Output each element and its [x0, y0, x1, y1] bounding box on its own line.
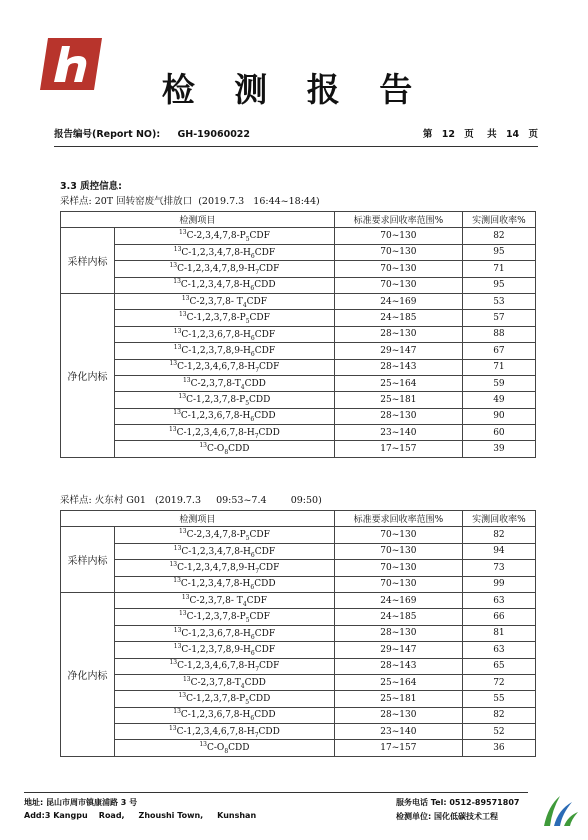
compound-name: C-1,2,3,7,8,9-H	[181, 644, 251, 655]
isotope-superscript: 13	[173, 278, 181, 286]
recovery-value-cell: 71	[462, 261, 535, 277]
isotope-superscript: 13	[182, 675, 191, 683]
range-cell: 23~140	[334, 425, 462, 441]
recovery-value-cell: 82	[462, 527, 535, 543]
compound-suffix: CDF	[246, 296, 267, 307]
compound-suffix: CDF	[249, 612, 270, 623]
col-header-item: 检测项目	[61, 212, 335, 228]
isotope-superscript: 13	[168, 724, 177, 732]
table-row	[61, 658, 536, 674]
isotope-superscript: 13	[169, 560, 178, 568]
compound-suffix: CDF	[259, 263, 280, 274]
compound-subscript: 6	[250, 285, 255, 293]
range-cell: 17~157	[334, 441, 462, 457]
recovery-value-cell: 49	[462, 392, 535, 408]
compound-subscript: 7	[254, 432, 259, 440]
total-pages: 14	[505, 129, 520, 140]
compound-name: C-1,2,3,4,7,8,9-H	[177, 562, 256, 573]
footer-phone: 服务电话 Tel: 0512-89571807	[396, 798, 520, 807]
compound-subscript: 6	[250, 334, 255, 342]
range-cell: 25~164	[334, 674, 462, 690]
compound-subscript: 6	[250, 633, 255, 641]
range-cell: 25~164	[334, 375, 462, 391]
compound-name: C-1,2,3,6,7,8-H	[180, 411, 251, 422]
compound-name: C-1,2,3,4,6,7,8-H	[176, 726, 255, 737]
isotope-superscript: 13	[199, 442, 207, 450]
recovery-value-cell: 99	[462, 576, 535, 592]
compound-cell	[115, 527, 335, 543]
recovery-value-cell: 95	[462, 244, 535, 260]
range-cell: 28~130	[334, 625, 462, 641]
table-row	[61, 625, 536, 641]
page-number: 12	[441, 129, 455, 140]
table-row	[61, 527, 536, 543]
isotope-superscript: 13	[168, 425, 177, 433]
compound-cell	[115, 625, 335, 641]
recovery-value-cell: 72	[462, 674, 535, 690]
compound-suffix: CDF	[249, 313, 270, 324]
table-row	[61, 244, 536, 260]
compound-subscript: 6	[250, 350, 255, 358]
isotope-superscript: 13	[173, 577, 181, 585]
range-cell: 70~130	[334, 560, 462, 576]
table-header-row	[61, 511, 536, 527]
table-row	[61, 609, 536, 625]
report-no-value: GH-19060022	[177, 129, 251, 140]
table-row	[61, 674, 536, 690]
isotope-superscript: 13	[173, 708, 181, 716]
range-cell: 24~169	[334, 592, 462, 608]
page-prefix: 第	[422, 129, 433, 140]
compound-name: C-1,2,3,6,7,8-H	[181, 329, 251, 340]
compound-subscript: 6	[250, 252, 255, 260]
compound-cell	[115, 543, 335, 559]
compound-cell	[115, 740, 335, 756]
compound-subscript: 5	[245, 616, 250, 624]
header-divider	[54, 146, 538, 147]
compound-name: C-2,3,7,8-T	[190, 677, 241, 688]
recovery-value-cell: 88	[462, 326, 535, 342]
recovery-value-cell: 55	[462, 691, 535, 707]
range-cell: 70~130	[334, 228, 462, 244]
range-cell: 70~130	[334, 576, 462, 592]
compound-cell	[115, 576, 335, 592]
group-label: 净化内标	[61, 592, 115, 756]
table-row	[61, 642, 536, 658]
table-row	[61, 261, 536, 277]
recovery-value-cell: 66	[462, 609, 535, 625]
compound-subscript: 4	[240, 682, 245, 690]
compound-suffix: CDF	[254, 247, 276, 258]
compound-name: C-1,2,3,4,7,8-H	[181, 247, 251, 258]
table-row	[61, 310, 536, 326]
compound-subscript: 7	[255, 268, 260, 276]
recovery-value-cell: 95	[462, 277, 535, 293]
table-row	[61, 228, 536, 244]
compound-name: C-1,2,3,4,6,7,8-H	[176, 427, 255, 438]
compound-name: C-1,2,3,4,7,8-H	[181, 546, 251, 557]
footer-unit: 检测单位: 国化低碳技术工程	[396, 812, 498, 821]
range-cell: 28~130	[334, 408, 462, 424]
table-row	[61, 560, 536, 576]
compound-cell	[115, 228, 335, 244]
compound-cell	[115, 707, 335, 723]
table-row	[61, 326, 536, 342]
compound-subscript: 7	[255, 666, 260, 674]
range-cell: 28~130	[334, 707, 462, 723]
isotope-superscript: 13	[169, 360, 178, 368]
table-row	[61, 543, 536, 559]
isotope-superscript: 13	[173, 409, 181, 417]
recovery-value-cell: 94	[462, 543, 535, 559]
group-label: 采样内标	[61, 527, 115, 593]
compound-cell	[115, 359, 335, 375]
table-header-row	[61, 212, 536, 228]
compound-cell	[115, 441, 335, 457]
compound-subscript: 4	[240, 383, 245, 391]
compound-name: C-1,2,3,4,7,8-H	[180, 579, 251, 590]
compound-name: C-1,2,3,4,6,7,8-H	[177, 362, 256, 373]
compound-suffix: CDD	[254, 280, 276, 291]
compound-subscript: 4	[242, 301, 247, 309]
table-row	[61, 425, 536, 441]
compound-suffix: CDD	[228, 444, 250, 455]
compound-name: C-1,2,3,7,8,9-H	[181, 345, 251, 356]
total-unit: 页	[528, 129, 538, 140]
compound-name: C-1,2,3,7,8-P	[186, 313, 246, 324]
compound-cell	[115, 375, 335, 391]
compound-name: C-2,3,7,8- T	[189, 595, 243, 606]
recovery-value-cell: 59	[462, 375, 535, 391]
compound-cell	[115, 674, 335, 690]
recovery-value-cell: 71	[462, 359, 535, 375]
compound-suffix: CDF	[254, 644, 276, 655]
table-row	[61, 576, 536, 592]
col-header-value: 实测回收率%	[462, 511, 535, 527]
compound-suffix: CDF	[249, 231, 270, 242]
compound-cell	[115, 343, 335, 359]
range-cell: 24~185	[334, 609, 462, 625]
compound-suffix: CDF	[254, 628, 276, 639]
compound-subscript: 4	[242, 600, 247, 608]
compound-subscript: 8	[224, 449, 229, 457]
range-cell: 70~130	[334, 277, 462, 293]
compound-subscript: 8	[224, 748, 229, 756]
compound-subscript: 5	[245, 534, 250, 542]
isotope-superscript: 13	[173, 642, 182, 650]
recovery-value-cell: 57	[462, 310, 535, 326]
compound-cell	[115, 310, 335, 326]
table-row	[61, 375, 536, 391]
col-header-item: 检测项目	[61, 511, 335, 527]
range-cell: 25~181	[334, 392, 462, 408]
sample-point-1: 采样点: 20T 回转窑废气排放口 (2019.7.3 16:44~18:44)	[60, 196, 320, 207]
recovery-value-cell: 53	[462, 293, 535, 309]
compound-cell	[115, 425, 335, 441]
isotope-superscript: 13	[178, 610, 187, 618]
table-row	[61, 392, 536, 408]
compound-name: C-1,2,3,4,7,8,9-H	[177, 263, 256, 274]
range-cell: 23~140	[334, 724, 462, 740]
range-cell: 25~181	[334, 691, 462, 707]
compound-suffix: CDD	[244, 677, 266, 688]
isotope-superscript: 13	[178, 692, 187, 700]
compound-suffix: CDF	[254, 546, 276, 557]
compound-subscript: 6	[250, 649, 255, 657]
leaf-logo-icon	[538, 788, 580, 828]
compound-suffix: CDD	[244, 378, 266, 389]
compound-suffix: CDF	[249, 530, 270, 541]
compound-suffix: CDF	[259, 661, 280, 672]
recovery-value-cell: 39	[462, 441, 535, 457]
footer-address-en: Add:3 Kangpu Road, Zhoushi Town, Kunshan	[24, 811, 257, 820]
table-row	[61, 592, 536, 608]
page-indicator	[417, 126, 538, 140]
range-cell: 17~157	[334, 740, 462, 756]
compound-suffix: CDD	[258, 427, 280, 438]
table-row	[61, 740, 536, 756]
compound-subscript: 5	[245, 317, 250, 325]
page-unit: 页	[464, 129, 474, 140]
compound-cell	[115, 408, 335, 424]
range-cell: 28~143	[334, 359, 462, 375]
isotope-superscript: 13	[169, 659, 178, 667]
footer-address-cn: 地址: 昆山市周市镇康浦路 3 号	[24, 798, 138, 807]
isotope-superscript: 13	[182, 376, 191, 384]
compound-suffix: CDF	[254, 329, 276, 340]
recovery-value-cell: 67	[462, 343, 535, 359]
compound-suffix: CDD	[258, 726, 280, 737]
isotope-superscript: 13	[199, 741, 207, 749]
range-cell: 28~143	[334, 658, 462, 674]
report-no-label: 报告编号(Report NO):	[54, 129, 161, 140]
compound-cell	[115, 392, 335, 408]
isotope-superscript: 13	[178, 528, 187, 536]
compound-name: C-1,2,3,7,8-P	[186, 694, 246, 705]
recovery-value-cell: 63	[462, 642, 535, 658]
qc-table-1	[60, 211, 536, 458]
isotope-superscript: 13	[173, 544, 182, 552]
recovery-value-cell: 73	[462, 560, 535, 576]
total-prefix: 共	[487, 129, 497, 140]
recovery-value-cell: 60	[462, 425, 535, 441]
report-number	[54, 126, 264, 140]
isotope-superscript: 13	[181, 294, 190, 302]
compound-cell	[115, 658, 335, 674]
compound-name: C-1,2,3,4,7,8-H	[180, 280, 251, 291]
range-cell: 24~169	[334, 293, 462, 309]
compound-suffix: CDF	[259, 362, 280, 373]
table-row	[61, 707, 536, 723]
compound-cell	[115, 642, 335, 658]
compound-subscript: 6	[250, 551, 255, 559]
compound-name: C-1,2,3,7,8-P	[186, 612, 246, 623]
compound-suffix: CDD	[254, 411, 276, 422]
compound-suffix: CDD	[254, 579, 276, 590]
compound-cell	[115, 326, 335, 342]
compound-name: C-1,2,3,7,8-P	[186, 395, 246, 406]
table-row	[61, 343, 536, 359]
table-row	[61, 277, 536, 293]
compound-subscript: 6	[250, 416, 255, 424]
recovery-value-cell: 63	[462, 592, 535, 608]
isotope-superscript: 13	[169, 261, 178, 269]
group-label: 采样内标	[61, 228, 115, 294]
isotope-superscript: 13	[173, 245, 182, 253]
table-row	[61, 691, 536, 707]
range-cell: 70~130	[334, 244, 462, 260]
compound-cell	[115, 691, 335, 707]
range-cell: 24~185	[334, 310, 462, 326]
compound-name: C-O	[207, 743, 225, 754]
compound-cell	[115, 724, 335, 740]
compound-cell	[115, 293, 335, 309]
compound-cell	[115, 609, 335, 625]
isotope-superscript: 13	[178, 311, 187, 319]
compound-cell	[115, 560, 335, 576]
table-row	[61, 293, 536, 309]
col-header-range: 标准要求回收率范围%	[334, 511, 462, 527]
compound-cell	[115, 244, 335, 260]
range-cell: 70~130	[334, 261, 462, 277]
compound-suffix: CDF	[254, 345, 276, 356]
compound-name: C-2,3,7,8-T	[190, 378, 241, 389]
range-cell: 28~130	[334, 326, 462, 342]
isotope-superscript: 13	[173, 343, 182, 351]
compound-suffix: CDD	[249, 694, 271, 705]
compound-name: C-O	[207, 444, 225, 455]
recovery-value-cell: 90	[462, 408, 535, 424]
compound-cell	[115, 261, 335, 277]
recovery-value-cell: 52	[462, 724, 535, 740]
table-row	[61, 724, 536, 740]
isotope-superscript: 13	[178, 393, 187, 401]
table-row	[61, 359, 536, 375]
section-title: 3.3 质控信息:	[60, 181, 122, 192]
isotope-superscript: 13	[178, 229, 187, 237]
report-title: 检 测 报 告	[161, 70, 427, 109]
compound-name: C-2,3,7,8- T	[189, 296, 243, 307]
compound-suffix: CDF	[259, 562, 280, 573]
isotope-superscript: 13	[173, 626, 182, 634]
range-cell: 70~130	[334, 527, 462, 543]
recovery-value-cell: 65	[462, 658, 535, 674]
compound-name: C-1,2,3,6,7,8-H	[180, 710, 251, 721]
compound-subscript: 7	[255, 367, 260, 375]
recovery-value-cell: 81	[462, 625, 535, 641]
compound-subscript: 6	[250, 584, 255, 592]
compound-subscript: 5	[245, 235, 250, 243]
range-cell: 70~130	[334, 543, 462, 559]
compound-suffix: CDD	[254, 710, 276, 721]
recovery-value-cell: 82	[462, 707, 535, 723]
compound-subscript: 7	[254, 731, 259, 739]
compound-name: C-1,2,3,6,7,8-H	[181, 628, 251, 639]
recovery-value-cell: 82	[462, 228, 535, 244]
table-row	[61, 441, 536, 457]
table-row	[61, 408, 536, 424]
compound-cell	[115, 592, 335, 608]
compound-subscript: 5	[245, 399, 250, 407]
sample-point-2: 采样点: 火东村 G01 (2019.7.3 09:53~7.4 09:50)	[60, 495, 322, 506]
recovery-value-cell: 36	[462, 740, 535, 756]
range-cell: 29~147	[334, 343, 462, 359]
compound-suffix: CDD	[228, 743, 250, 754]
col-header-range: 标准要求回收率范围%	[334, 212, 462, 228]
group-label: 净化内标	[61, 293, 115, 457]
compound-subscript: 6	[250, 715, 255, 723]
footer-divider	[24, 792, 528, 793]
compound-cell	[115, 277, 335, 293]
compound-name: C-2,3,4,7,8-P	[186, 231, 246, 242]
compound-name: C-1,2,3,4,6,7,8-H	[177, 661, 256, 672]
isotope-superscript: 13	[181, 593, 190, 601]
qc-table-2	[60, 510, 536, 757]
col-header-value: 实测回收率%	[462, 212, 535, 228]
range-cell: 29~147	[334, 642, 462, 658]
compound-suffix: CDF	[246, 595, 267, 606]
compound-suffix: CDD	[249, 395, 271, 406]
compound-subscript: 7	[255, 567, 260, 575]
isotope-superscript: 13	[173, 327, 182, 335]
compound-subscript: 5	[245, 698, 250, 706]
compound-name: C-2,3,4,7,8-P	[186, 530, 246, 541]
